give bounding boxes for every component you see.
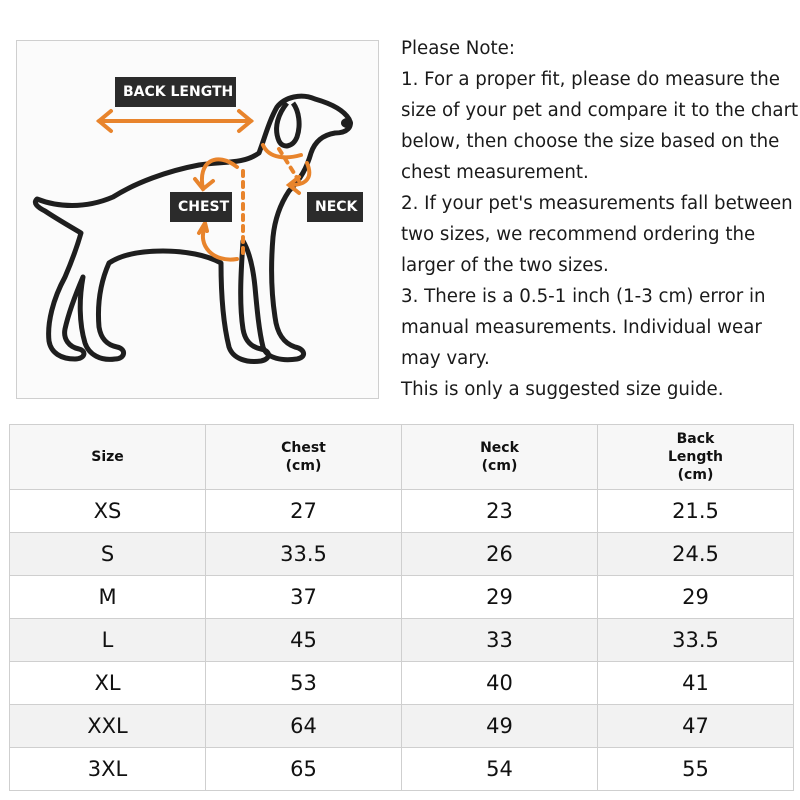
cell-neck: 54: [402, 748, 598, 791]
cell-back-length: 41: [598, 662, 794, 705]
cell-size: XS: [10, 490, 206, 533]
cell-back-length: 24.5: [598, 533, 794, 576]
note-heading: Please Note:: [401, 38, 515, 59]
cell-neck: 26: [402, 533, 598, 576]
cell-size: M: [10, 576, 206, 619]
cell-back-length: 47: [598, 705, 794, 748]
table-row: [10, 490, 794, 533]
back-length-label: BACK LENGTH: [115, 77, 236, 107]
cell-chest: 53: [206, 662, 402, 705]
cell-neck: 40: [402, 662, 598, 705]
cell-chest: 65: [206, 748, 402, 791]
cell-neck: 23: [402, 490, 598, 533]
back-length-arrow-icon: [99, 111, 251, 131]
table-row: [10, 662, 794, 705]
cell-chest: 64: [206, 705, 402, 748]
table-row: [10, 619, 794, 662]
table-header-row: [10, 425, 794, 490]
chest-label: CHEST: [170, 192, 232, 222]
dog-measurement-illustration: [16, 40, 379, 399]
header-neck: Neck (cm): [402, 425, 598, 490]
header-chest: Chest (cm): [206, 425, 402, 490]
cell-back-length: 29: [598, 576, 794, 619]
cell-chest: 45: [206, 619, 402, 662]
cell-size: XXL: [10, 705, 206, 748]
table-row: [10, 705, 794, 748]
note-item-3: 3. There is a 0.5-1 inch (1-3 cm) error in manual measurements. Individual wear may vary.: [401, 286, 772, 369]
cell-back-length: 21.5: [598, 490, 794, 533]
cell-chest: 33.5: [206, 533, 402, 576]
header-size: Size: [10, 425, 206, 490]
header-back-length: Back Length (cm): [598, 425, 794, 490]
note-item-2: 2. If your pet's measurements fall between two sizes, we recommend ordering the larger of the two sizes.: [401, 193, 799, 276]
cell-neck: 49: [402, 705, 598, 748]
dog-nose: [341, 118, 353, 128]
cell-size: S: [10, 533, 206, 576]
cell-back-length: 33.5: [598, 619, 794, 662]
table-row: [10, 533, 794, 576]
dog-ear-outline: [277, 103, 300, 146]
table-row: [10, 748, 794, 791]
neck-label: NECK: [307, 192, 363, 222]
cell-chest: 37: [206, 576, 402, 619]
note-disclaimer: This is only a suggested size guide.: [401, 379, 724, 400]
cell-neck: 33: [402, 619, 598, 662]
note-item-1: 1. For a proper fit, please do measure the size of your pet and compare it to the chart below, then choose the size based on the chest measurement.: [401, 69, 799, 183]
cell-size: 3XL: [10, 748, 206, 791]
cell-size: L: [10, 619, 206, 662]
cell-chest: 27: [206, 490, 402, 533]
dog-body-outline: [35, 96, 350, 361]
size-chart-table: [9, 424, 794, 791]
cell-back-length: 55: [598, 748, 794, 791]
cell-neck: 29: [402, 576, 598, 619]
cell-size: XL: [10, 662, 206, 705]
table-row: [10, 576, 794, 619]
size-note: [401, 33, 799, 405]
